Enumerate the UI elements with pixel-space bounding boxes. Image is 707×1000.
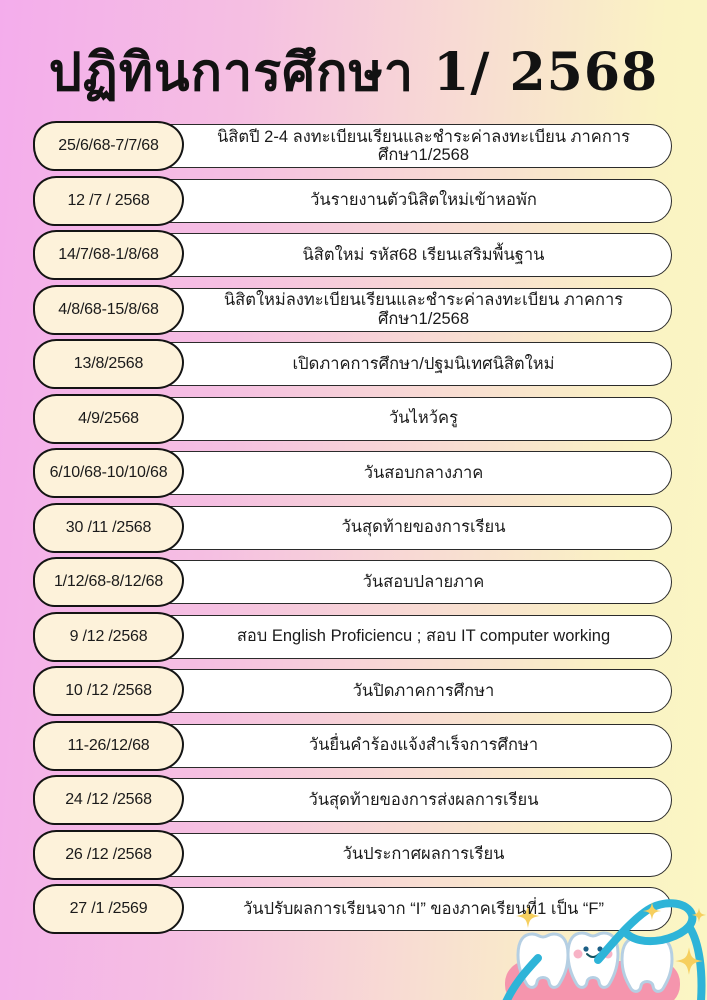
event-text: วันประกาศผลการเรียน	[342, 845, 505, 864]
date-pill	[33, 230, 184, 280]
date-pill	[33, 666, 184, 716]
date-pill	[33, 176, 184, 226]
date-pill	[33, 830, 184, 880]
date-pill-label: 4/9/2568	[78, 409, 139, 427]
calendar-row	[33, 560, 672, 604]
calendar-row	[33, 669, 672, 713]
date-pill	[33, 285, 184, 335]
date-pill-label: 26 /12 /2568	[65, 845, 152, 863]
event-text: วันสอบปลายภาค	[362, 572, 485, 591]
date-pill	[33, 503, 184, 553]
calendar-row	[33, 451, 672, 495]
date-pill-label: 10 /12 /2568	[65, 682, 152, 699]
calendar-row	[33, 124, 672, 168]
calendar-row	[33, 724, 672, 768]
blush-left	[574, 950, 583, 959]
date-pill-label: 11-26/12/68	[67, 736, 150, 754]
event-text: วันปิดภาคการศึกษา	[352, 681, 495, 700]
date-pill	[33, 612, 184, 662]
event-text: วันสุดท้ายของการเรียน	[341, 518, 506, 537]
event-text: วันไหว้ครู	[389, 409, 458, 428]
date-pill	[33, 394, 184, 444]
calendar-row	[33, 342, 672, 386]
calendar-row	[33, 233, 672, 277]
event-text: วันยื่นคำร้องแจ้งสำเร็จการศึกษา	[308, 736, 539, 755]
date-pill-label: 6/10/68-10/10/68	[49, 464, 168, 481]
calendar-row	[33, 506, 672, 550]
event-text: นิสิตใหม่ลงทะเบียนเรียนและชำระค่าลงทะเบียน ภาคการศึกษา1/2568	[223, 291, 624, 328]
event-text: นิสิตใหม่ รหัส68 เรียนเสริมพื้นฐาน	[302, 245, 545, 264]
event-text: นิสิตปี 2-4 ลงทะเบียนเรียนและชำระค่าลงทะเบียน ภาคการศึกษา1/2568	[217, 127, 630, 164]
date-pill	[33, 448, 184, 498]
date-pill-label: 12 /7 / 2568	[67, 191, 150, 209]
eye-left	[583, 946, 588, 951]
event-text: วันสอบกลางภาค	[363, 463, 484, 482]
date-pill-label: 30 /11 /2568	[65, 518, 152, 536]
date-pill-label: 24 /12 /2568	[65, 791, 152, 808]
date-pill	[33, 721, 184, 771]
date-pill-label: 13/8/2568	[73, 355, 144, 372]
date-pill-label: 27 /1 /2569	[69, 900, 148, 917]
calendar-row	[33, 288, 672, 332]
date-pill	[33, 339, 184, 389]
calendar-rows	[33, 124, 672, 931]
page-title: ปฏิทินการศึกษา 1/ 2568	[48, 42, 659, 103]
date-pill-label: 4/8/68-15/8/68	[58, 300, 159, 318]
date-pill-label: 9 /12 /2568	[69, 627, 148, 645]
date-pill-label: 1/12/68-8/12/68	[53, 573, 164, 590]
event-text: วันสุดท้ายของการส่งผลการเรียน	[308, 790, 539, 809]
date-pill-label: 25/6/68-7/7/68	[58, 137, 159, 154]
date-pill	[33, 884, 184, 934]
event-text: สอบ English Proficiencu ; สอบ IT computer working	[236, 627, 611, 646]
date-pill	[33, 557, 184, 607]
date-pill	[33, 775, 184, 825]
date-pill-label: 14/7/68-1/8/68	[58, 246, 159, 263]
calendar-row	[33, 778, 672, 822]
calendar-row	[33, 887, 672, 931]
event-text: วันรายงานตัวนิสิตใหม่เข้าหอพัก	[310, 191, 537, 210]
calendar-row	[33, 615, 672, 659]
event-text: วันปรับผลการเรียนจาก “I” ของภาคเรียนที่1 เป็น “F”	[243, 899, 604, 918]
calendar-row	[33, 397, 672, 441]
calendar-row	[33, 833, 672, 877]
calendar-row	[33, 179, 672, 223]
date-pill	[33, 121, 184, 171]
event-text: เปิดภาคการศึกษา/ปฐมนิเทศนิสิตใหม่	[292, 354, 555, 373]
